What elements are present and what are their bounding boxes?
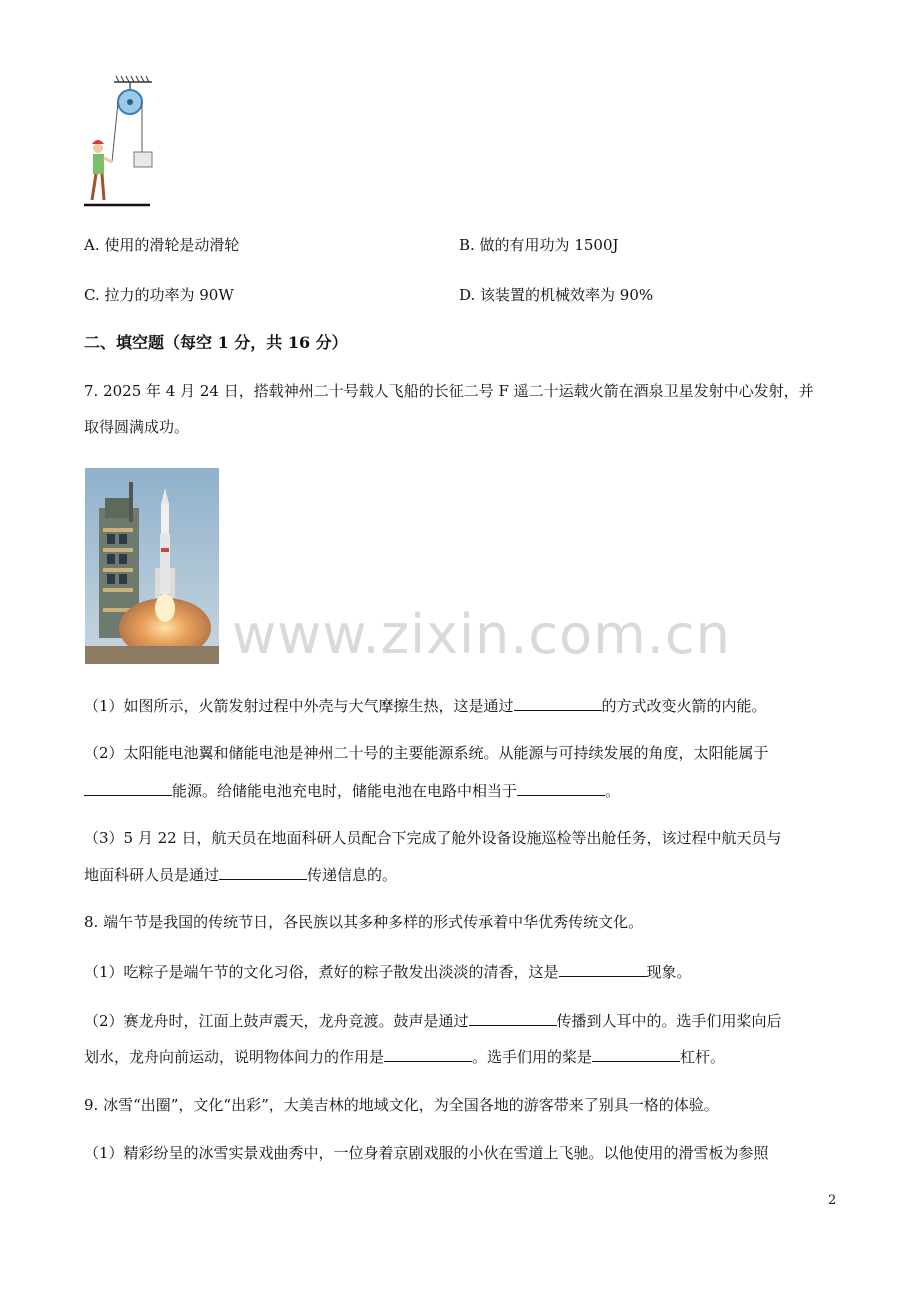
q8-part2-tail: 传播到人耳中的。选手们用桨向后	[556, 1012, 782, 1030]
watermark: www.zixin.com.cn	[232, 603, 731, 666]
q8-part2-line2	[84, 1045, 725, 1068]
q8-part2b-text: 划水，龙舟向前运动，说明物体间力的作用是	[84, 1048, 385, 1066]
q7-part2-line2	[84, 779, 620, 802]
q8-part1-text: （1）吃粽子是端午节的文化习俗，煮好的粽子散发出淡淡的清香，这是	[84, 963, 559, 981]
q8-part2b-tail: 杠杆。	[680, 1048, 726, 1066]
q7-part2-line1: （2）太阳能电池翼和储能电池是神州二十号的主要能源系统。从能源与可持续发展的角度，太阳能属于	[84, 744, 769, 762]
q8-part1	[84, 960, 692, 983]
answer-blank[interactable]	[559, 960, 647, 977]
q7-stem-line1: 7. 2025 年 4 月 24 日，搭载神州二十号载人飞船的长征二号 F 遥二十运载火箭在酒泉卫星发射中心发射，并	[84, 382, 814, 400]
page-number: 2	[828, 1193, 837, 1208]
q8-part2-text: （2）赛龙舟时，江面上鼓声震天，龙舟竞渡。鼓声是通过	[84, 1012, 469, 1030]
q8-stem: 8. 端午节是我国的传统节日，各民族以其多种多样的形式传承着中华优秀传统文化。	[84, 913, 644, 931]
q7-part1-text: （1）如图所示，火箭发射过程中外壳与大气摩擦生热，这是通过	[84, 697, 514, 715]
rocket-launch-photo	[85, 468, 219, 664]
q7-part3-text: 地面科研人员是通过	[84, 866, 220, 884]
q7-part1-tail: 的方式改变火箭的内能。	[601, 697, 767, 715]
q9-part1: （1）精彩纷呈的冰雪实景戏曲秀中，一位身着京剧戏服的小伙在雪道上飞驰。以他使用的滑雪板为参照	[84, 1144, 769, 1162]
option-d: D. 该装置的机械效率为 90%	[459, 286, 654, 304]
q7-part1	[84, 694, 767, 717]
pulley-figure	[84, 74, 156, 210]
answer-blank[interactable]	[384, 1045, 472, 1062]
q8-part2b-mid: 。选手们用的桨是	[472, 1048, 593, 1066]
answer-blank[interactable]	[514, 694, 602, 711]
option-b: B. 做的有用功为 1500J	[459, 236, 619, 254]
answer-blank[interactable]	[469, 1009, 557, 1026]
q7-part2-end: 。	[605, 782, 621, 800]
answer-blank[interactable]	[219, 863, 307, 880]
option-a: A. 使用的滑轮是动滑轮	[84, 236, 240, 254]
answer-blank[interactable]	[517, 779, 605, 796]
section-title: 二、填空题（每空 1 分，共 16 分）	[84, 333, 348, 352]
q8-part1-tail: 现象。	[646, 963, 692, 981]
answer-blank[interactable]	[592, 1045, 680, 1062]
q7-part2-mid: 能源。给储能电池充电时，储能电池在电路中相当于	[172, 782, 518, 800]
option-c: C. 拉力的功率为 90W	[84, 286, 234, 304]
q7-stem-line2: 取得圆满成功。	[84, 418, 190, 436]
q8-part2-line1	[84, 1009, 782, 1032]
q7-part3-tail: 传递信息的。	[307, 866, 398, 884]
answer-blank[interactable]	[84, 779, 172, 796]
q9-stem: 9. 冰雪“出圈”，文化“出彩”，大美吉林的地域文化，为全国各地的游客带来了别具一格的体验。	[84, 1096, 719, 1114]
q7-part3-line1: （3）5 月 22 日，航天员在地面科研人员配合下完成了舱外设备设施巡检等出舱任务，该过程中航天员与	[84, 829, 782, 847]
q7-part3-line2	[84, 863, 397, 886]
